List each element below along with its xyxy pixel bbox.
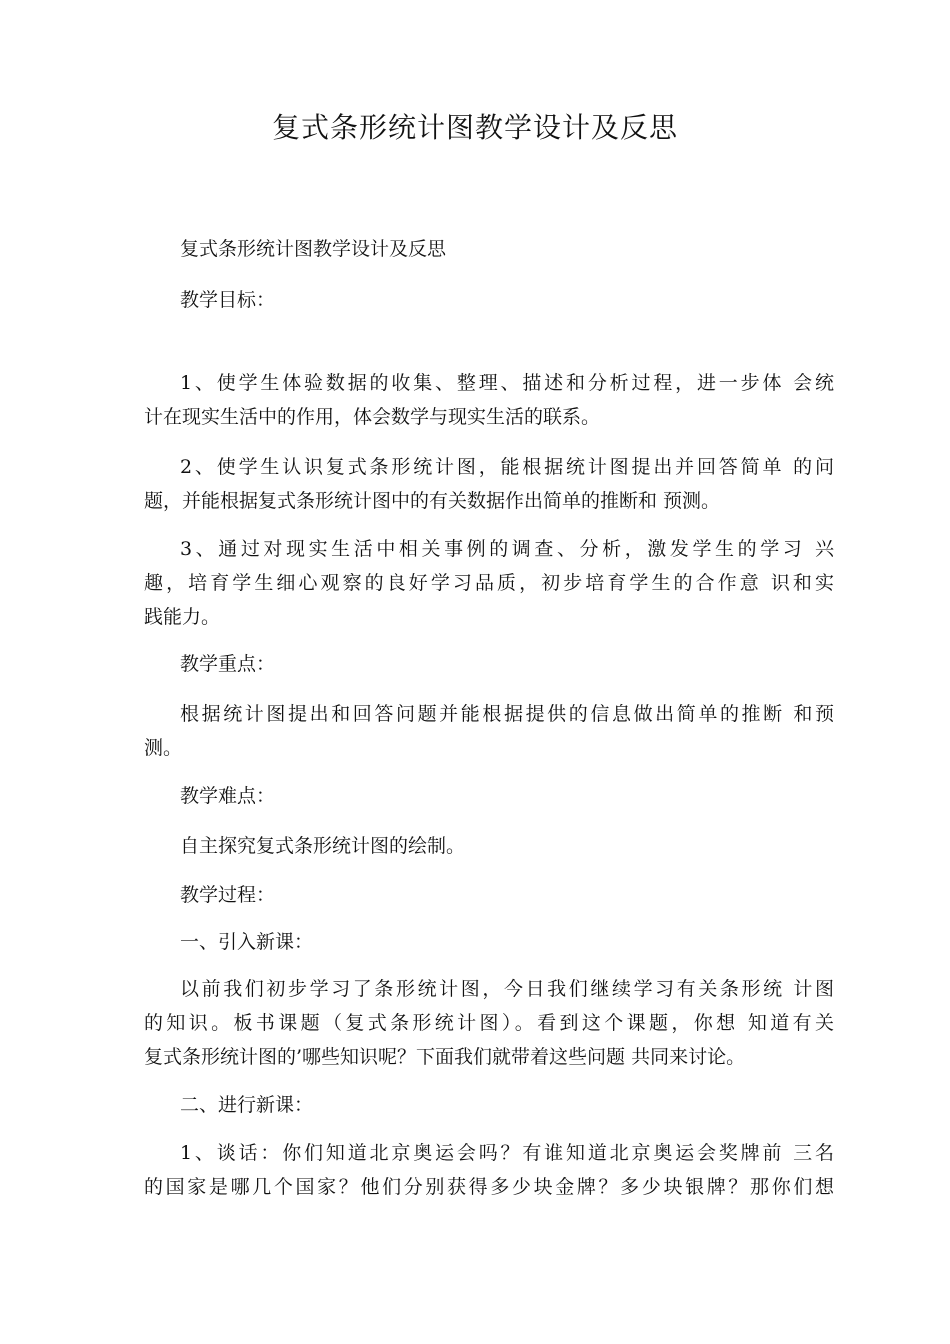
key-points-heading: 教学重点：	[180, 653, 276, 675]
objectives-heading: 教学目标：	[180, 289, 276, 311]
paragraph-line: 践能力。	[144, 606, 221, 628]
document-title: 复式条形统计图教学设计及反思	[271, 111, 678, 144]
objective-1-paragraph	[144, 366, 834, 434]
paragraph-line: 复式条形统计图的’哪些知识呢？下面我们就带着这些问题 共同来讨论。	[144, 1046, 746, 1068]
process-heading: 教学过程：	[180, 884, 276, 906]
paragraph-line: 的知识。板书课题（复式条形统计图）。看到这个课题，你想 知道有关	[144, 1012, 834, 1034]
paragraph-line: 以前我们初步学习了条形统计图，今日我们继续学习有关条形统 计图	[180, 978, 834, 1000]
paragraph-line: 测。	[144, 737, 183, 759]
paragraph-line: 题，并能根据复式条形统计图中的有关数据作出简单的推断和 预测。	[144, 490, 721, 512]
difficulty-text: 自主探究复式条形统计图的绘制。	[180, 835, 466, 857]
section-1-heading: 一、引入新课：	[180, 931, 314, 953]
paragraph-line: 2、使学生认识复式条形统计图，能根据统计图提出并回答简单 的问	[180, 456, 834, 478]
objective-2-paragraph	[144, 450, 834, 518]
paragraph-line: 1、使学生体验数据的收集、整理、描述和分析过程，进一步体 会统	[180, 372, 834, 394]
objective-3-paragraph	[144, 532, 834, 634]
paragraph-line: 1、谈话：你们知道北京奥运会吗？有谁知道北京奥运会奖牌前 三名	[180, 1142, 834, 1164]
paragraph-line: 根据统计图提出和回答问题并能根据提供的信息做出简单的推断 和预	[180, 703, 834, 725]
difficulty-heading: 教学难点：	[180, 785, 276, 807]
section-2-paragraph	[144, 1136, 834, 1204]
section-1-paragraph	[144, 972, 834, 1074]
paragraph-line: 趣，培育学生细心观察的良好学习品质，初步培育学生的合作意 识和实	[144, 572, 834, 594]
paragraph-line: 计在现实生活中的作用，体会数学与现实生活的联系。	[144, 406, 601, 428]
paragraph-line: 3、通过对现实生活中相关事例的调查、分析，激发学生的学习 兴	[180, 538, 834, 560]
section-2-heading: 二、进行新课：	[180, 1094, 314, 1116]
paragraph-line: 的国家是哪几个国家？他们分别获得多少块金牌？多少块银牌？那你们想	[144, 1176, 834, 1198]
subtitle: 复式条形统计图教学设计及反思	[180, 238, 447, 260]
key-points-paragraph	[144, 697, 834, 765]
